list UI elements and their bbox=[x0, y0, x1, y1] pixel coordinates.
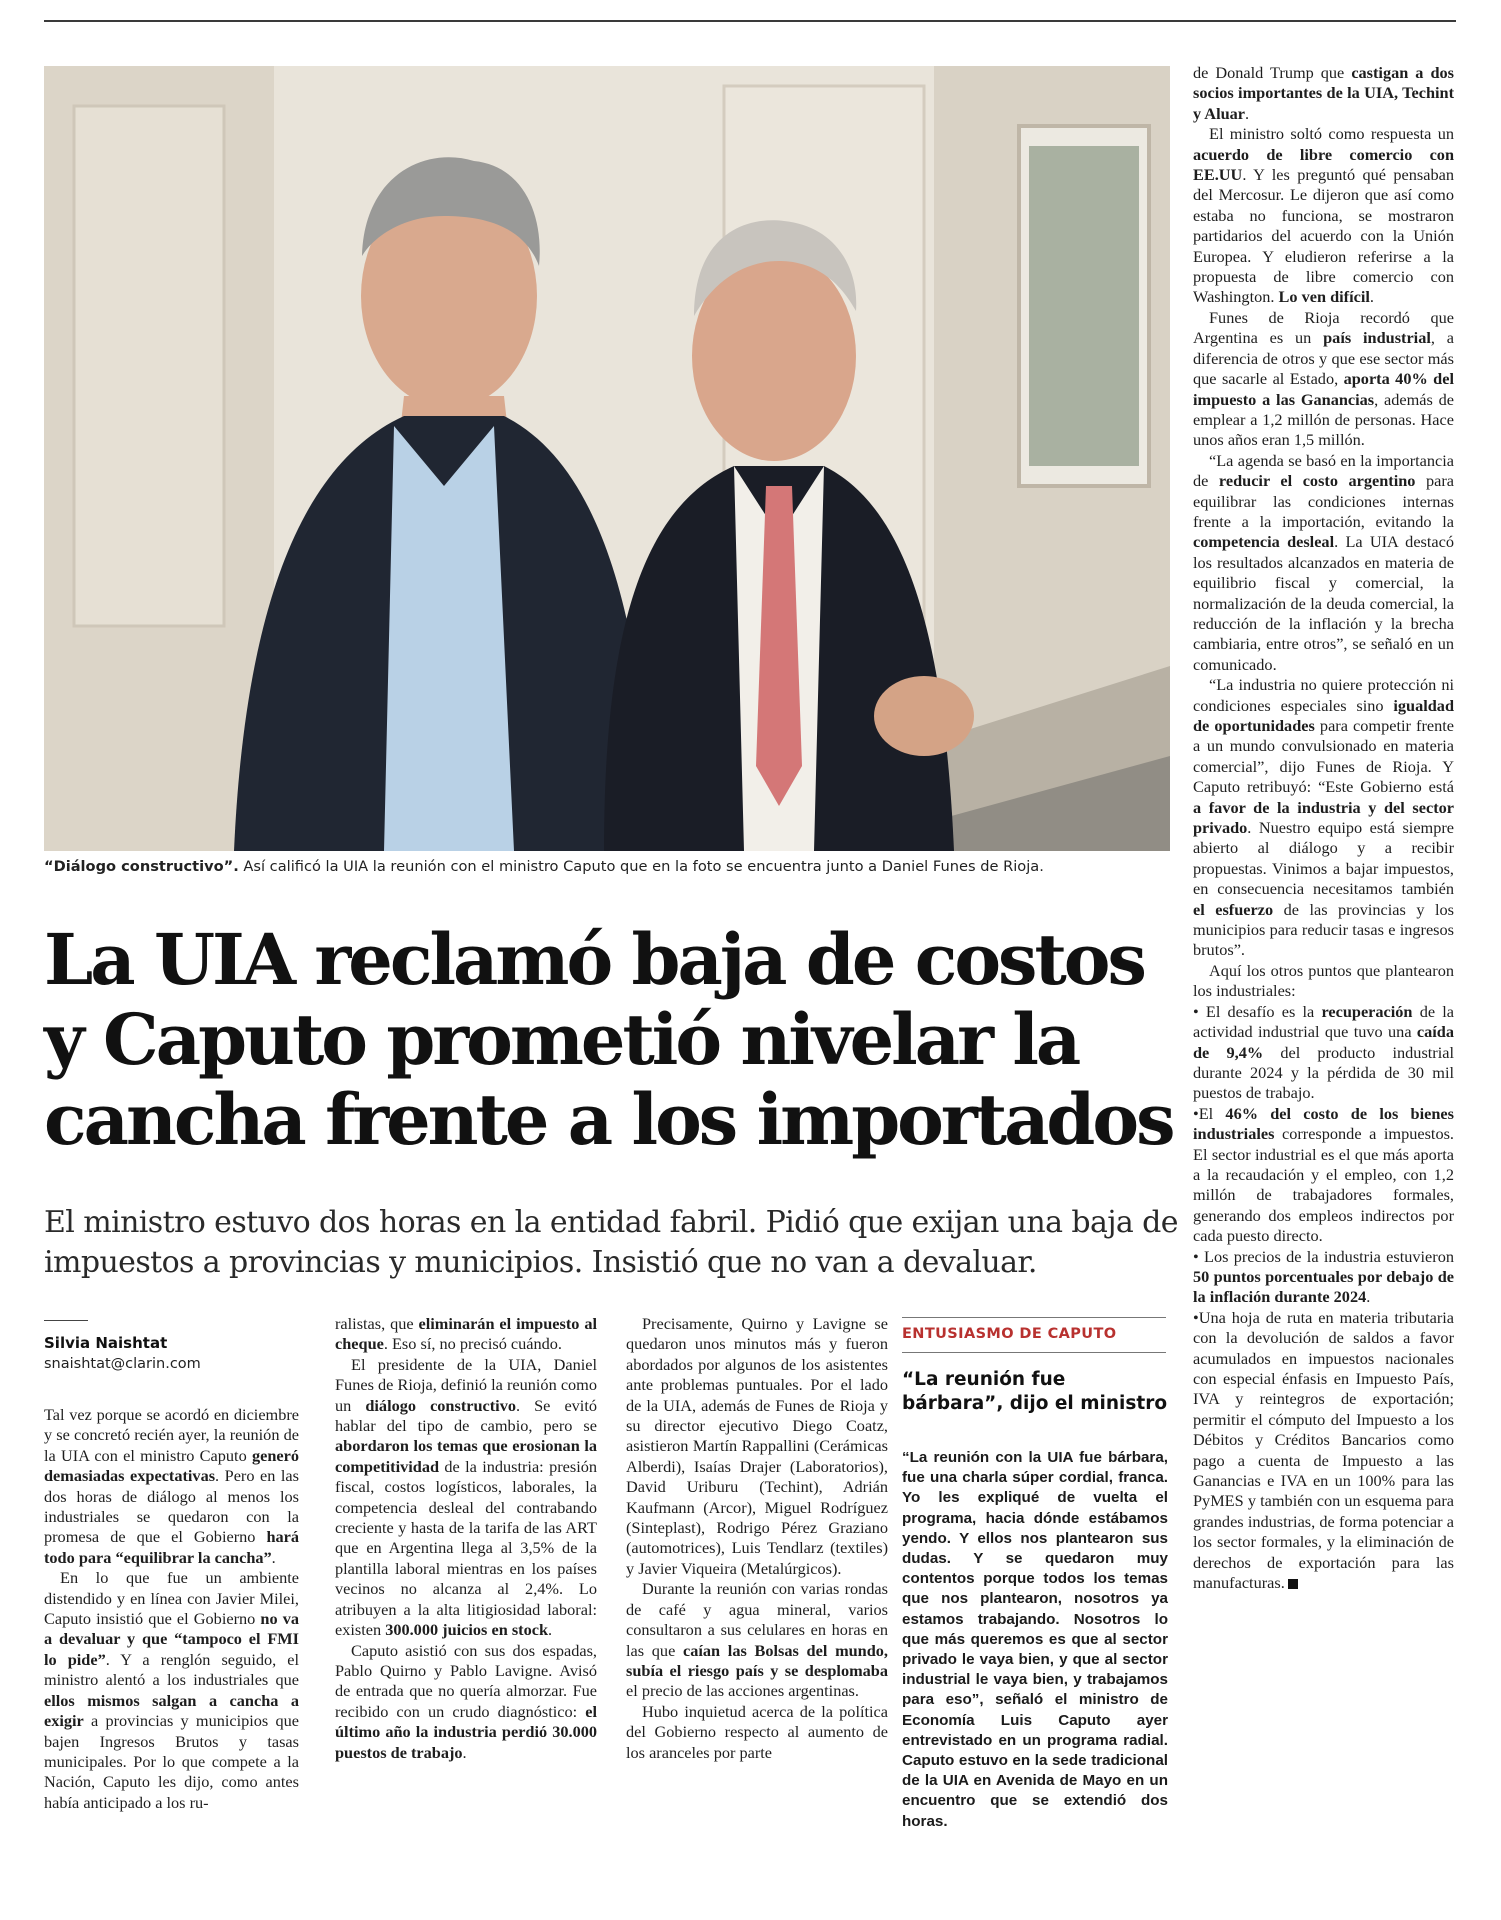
paragraph: de Donald Trump que castigan a dos socios importantes de la UIA, Techint y Aluar. bbox=[1193, 63, 1454, 123]
paragraph: Durante la reunión con varias rondas de café y agua mineral, varios consultaron a sus celulares en horas en las que caían las Bolsas del mundo, subía el riesgo país y se desplomaba el precio de las acciones argentinas. bbox=[626, 1579, 889, 1701]
article-photo bbox=[44, 66, 1170, 851]
paragraph: Hubo inquietud acerca de la política del Gobierno respecto al aumento de los aranceles por parte bbox=[626, 1701, 888, 1762]
caption-lead: “Diálogo constructivo”. bbox=[44, 858, 239, 875]
author-name: Silvia Naishtat bbox=[44, 1334, 168, 1352]
paragraph: En lo que fue un ambiente distendido y en línea con Javier Milei, Caputo insistió que el Gobierno no va a devaluar y que “tampoco el FMI lo pide”. Y a renglón seguido, el ministro alentó a los industriales que ellos mismos salgan a cancha a exigir a provincias y municipios que bajen Ingresos Brutos y tasas municipales. Por lo que compete a la Nación, Caputo les dijo, como antes había anticipado a los ru- bbox=[44, 1568, 299, 1812]
article-column-right bbox=[1193, 63, 1454, 1593]
bullet-item: • El desafío es la recuperación de la actividad industrial que tuvo una caída de 9,4% del producto industrial durante 2024 y la pérdida de 30 mil puestos de trabajo. bbox=[1193, 1001, 1454, 1103]
headline bbox=[44, 920, 1174, 1160]
headline-line: cancha frente a los importados bbox=[44, 1078, 1173, 1161]
paragraph: El ministro soltó como respuesta un acuerdo de libre comercio con EE.UU. Y les preguntó qué pensaban del Mercosur. Le dijeron que así como estaba no funciona, se mostraron partidarios del acuerdo con la Unión Europea. Y eludieron referirse a la propuesta de libre comercio con Washington. Lo ven difícil. bbox=[1193, 124, 1454, 307]
photo-caption bbox=[44, 858, 1174, 875]
paragraph: “La agenda se basó en la importancia de reducir el costo argentino para equilibrar las condiciones internas frente a la importación, evitando la competencia desleal. La UIA destacó los resultados alcanzados en materia de equilibrio fiscal y comercial, la normalización de la deuda comercial, la reducción de la inflación y la brecha cambiaria, entre otros”, se señaló en un comunicado. bbox=[1193, 450, 1455, 674]
paragraph: Precisamente, Quirno y Lavigne se quedaron unos minutos más y fueron abordados por algunos de los asistentes ante problemas puntuales. Por el lado de la UIA, además de Funes de Rioja y su director ejecutivo Diego Coatz, asistieron Martín Rappallini (Cerámicas Alberdi), Isaías Drajer (Laboratorios), David Uriburu (Techint), Adrián Kaufmann (Arcor), Miguel Rodríguez (Sinteplast), Rodrigo Pérez Graziano (automotrices), Luis Tendlarz (textiles) y Javier Viqueira (Metalúrgicos). bbox=[626, 1314, 888, 1578]
paragraph: Tal vez porque se acordó en diciembre y se concretó recién ayer, la reunión de la UIA con el ministro Caputo generó demasiadas expectativas. Pero en las dos horas de diálogo al menos los industriales se quedaron con la promesa de que el Gobierno hará todo para “equilibrar la cancha”. bbox=[44, 1405, 299, 1567]
headline-line: y Caputo prometió nivelar la bbox=[44, 998, 1079, 1081]
paragraph: Funes de Rioja recordó que Argentina es un país industrial, a diferencia de otros y que ese sector más que sacarle al Estado, aporta 40% del impuesto a las Ganancias, además de emplear a 1,2 millón de personas. Hace unos años eran 1,5 millón. bbox=[1193, 307, 1454, 450]
paragraph: “La industria no quiere protección ni condiciones especiales sino igualdad de oportunidades para competir frente a un mundo convulsionado en materia comercial”, dijo Funes de Rioja. Y Caputo retribuyó: “Este Gobierno está a favor de la industria y del sector privado. Nuestro equipo está siempre abierto al diálogo y a recibir propuestas. Vinimos a bajar impuestos, en consecuencia necesitamos también el esfuerzo de las provincias y los municipios para reducir tasas e ingresos brutos”. bbox=[1193, 675, 1454, 960]
box-title: “La reunión fue bárbara”, dijo el ministro bbox=[902, 1369, 1168, 1414]
article-column-2 bbox=[335, 1314, 597, 1763]
paragraph: El presidente de la UIA, Daniel Funes de Rioja, definió la reunión como un diálogo constructivo. Se evitó hablar del tipo de cambio, pero se abordaron los temas que erosionan la competitividad de la industria: presión fiscal, costos logísticos, laborales, la competencia desleal del contrabando creciente y hasta de la tarifa de las ART que en Argentina llega al 3,5% de la plantilla laboral mientras en los países vecinos no alcanza al 2,4%. Lo atribuyen a la alta litigiosidad laboral: existen 300.000 juicios en stock. bbox=[335, 1354, 597, 1640]
top-rule bbox=[44, 20, 1456, 22]
article-column-3 bbox=[626, 1314, 888, 1763]
box-top-rule bbox=[902, 1317, 1166, 1318]
subheadline-line: El ministro estuvo dos horas en la entidad fabril. Pidió que exijan una baja de bbox=[44, 1205, 1178, 1240]
caption-text: Así calificó la UIA la reunión con el ministro Caputo que en la foto se encuentra junto a Daniel Funes de Rioja. bbox=[238, 858, 1044, 875]
paragraph: Aquí los otros puntos que plantearon los industriales: bbox=[1193, 960, 1454, 1001]
photo-illustration bbox=[44, 66, 1170, 851]
bullet-item: • Los precios de la industria estuvieron 50 puntos porcentuales por debajo de la inflación durante 2024. bbox=[1193, 1246, 1454, 1307]
box-kicker: ENTUSIASMO DE CAPUTO bbox=[902, 1326, 1117, 1342]
article-column-1 bbox=[44, 1405, 299, 1813]
byline-rule bbox=[44, 1320, 88, 1321]
headline-line: La UIA reclamó baja de costos bbox=[44, 918, 1144, 1001]
end-of-article-mark bbox=[1288, 1579, 1298, 1589]
bullet-item: •El 46% del costo de los bienes industriales corresponde a impuestos. El sector industrial es el que más aporta a la recaudación y el empleo, con 1,2 millón de trabajadores formales, generando dos empleos indirectos por cada puesto directo. bbox=[1193, 1103, 1454, 1246]
author-email[interactable]: snaishtat@clarin.com bbox=[44, 1356, 201, 1372]
paragraph: Caputo asistió con sus dos espadas, Pablo Quirno y Pablo Lavigne. Avisó de entrada que no quería almorzar. Fue recibido con un crudo diagnóstico: el último año la industria perdió 30.000 puestos de trabajo. bbox=[335, 1640, 597, 1762]
subheadline bbox=[44, 1203, 1178, 1283]
box-kicker-rule bbox=[902, 1352, 1166, 1353]
paragraph: ralistas, que eliminarán el impuesto al cheque. Eso sí, no precisó cuándo. bbox=[335, 1314, 597, 1354]
box-body: “La reunión con la UIA fue bárbara, fue una charla súper cordial, franca. Yo les expliqué de vuelta el programa, hacia dónde estábamos yendo. Y ellos nos plantearon sus dudas. Y se quedaron muy contentos porque todos los temas que nos plantearon, nosotros ya estamos trabajando. Nosotros lo que más queremos es que al sector privado le vaya bien, y que al sector industrial le vaya bien, y trabajamos para eso”, señaló el ministro de Economía Luis Caputo ayer entrevistado en un programa radial. Caputo estuvo en la sede tradicional de la UIA en Avenida de Mayo en un encuentro que se extendió dos horas. bbox=[902, 1449, 1168, 1830]
bullet-item: •Una hoja de ruta en materia tributaria con la devolución de saldos a favor acumulados en impuestos nacionales con especial énfasis en Impuesto País, IVA y reintegros de exportación; permitir el cómputo del Impuesto a los Débitos y Créditos Bancarios como pago a cuenta de Impuesto a las Ganancias e IVA en un 100% para las PyMES y también con un esquema para grandes industrias, de forma potenciar a los sector formales, y la eliminación de derechos de exportación para las manufacturas. bbox=[1193, 1307, 1454, 1593]
subheadline-line: impuestos a provincias y municipios. Insistió que no van a devaluar. bbox=[44, 1245, 1037, 1280]
